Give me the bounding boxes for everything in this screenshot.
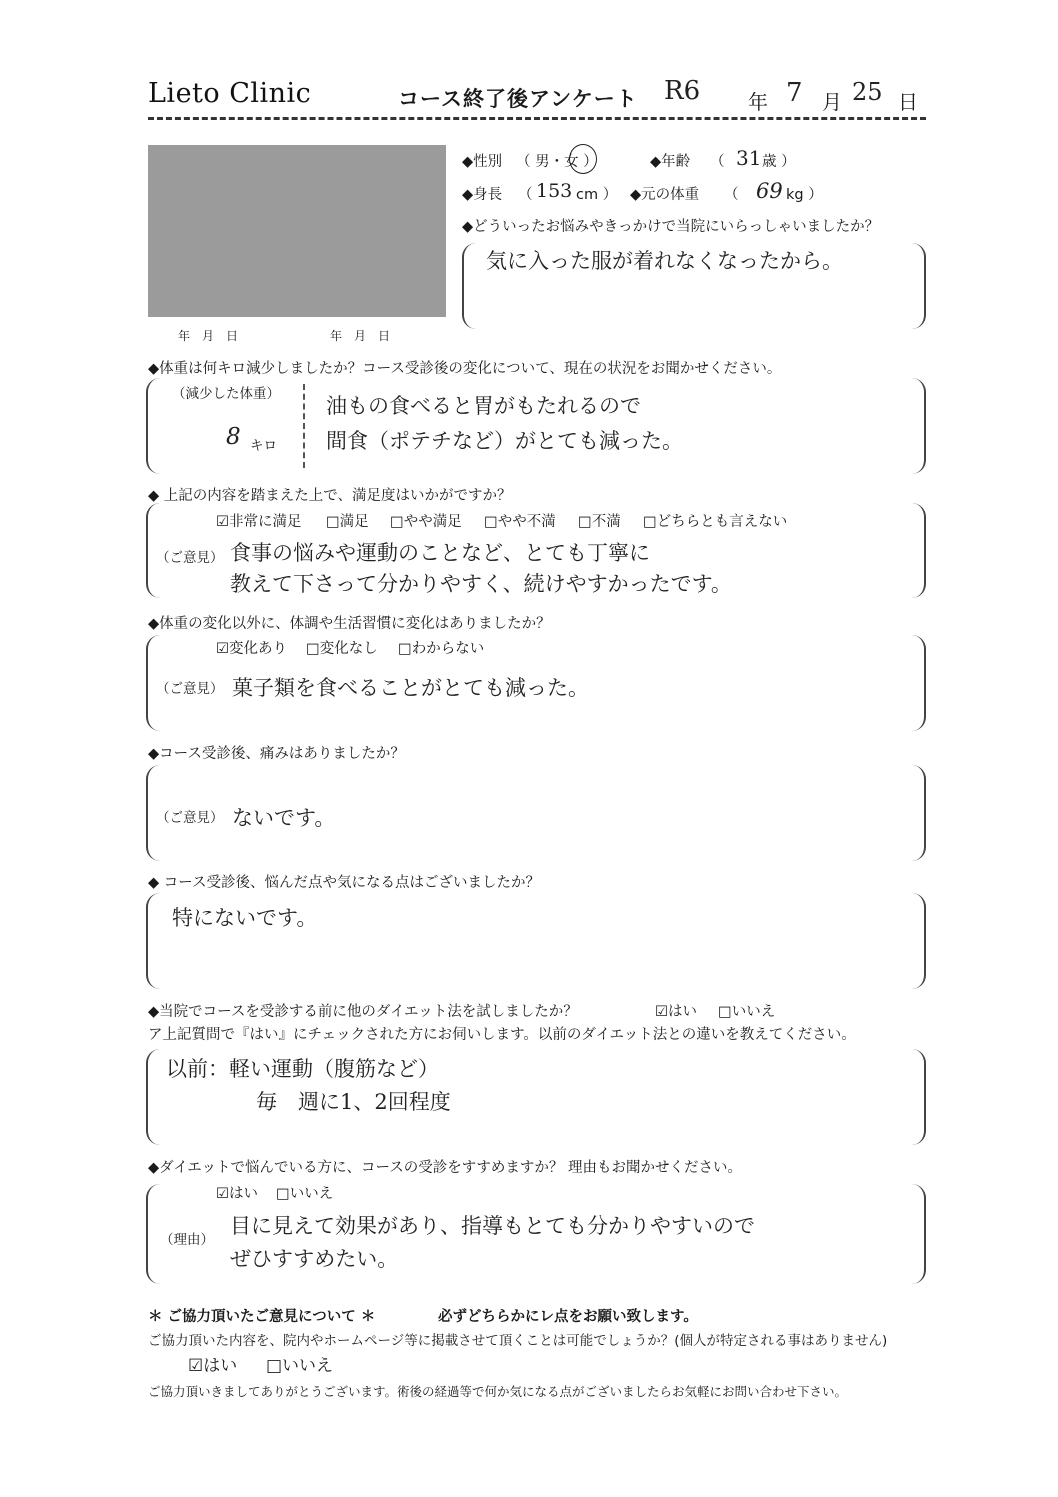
weight-answer-line1: 油もの食べると胃がもたれるので	[326, 394, 641, 418]
age-unit: 歳 ）	[762, 154, 796, 170]
weight-bracket-right	[912, 378, 926, 474]
clinic-logo: Lieto Clinic	[148, 78, 312, 109]
gender-options: （ 男・女 ）	[516, 154, 598, 170]
weight-label: ◆元の体重	[630, 187, 700, 203]
height-value: 153	[536, 180, 573, 202]
footer-thanks: ご協力頂いきましてありがとうございます。術後の経過等で何か気になる点がございましたらお気軽にお問い合わせ下さい。	[148, 1384, 848, 1399]
day-value: 25	[852, 78, 883, 106]
footer-heading-right: 必ずどちらかにレ点をお願い致します。	[438, 1309, 698, 1325]
weight-value: 69	[756, 179, 783, 203]
before-after-photo	[148, 145, 446, 317]
header-divider	[148, 117, 926, 120]
satisfaction-option-somewhat-satisfied[interactable]: □やや満足	[390, 514, 462, 530]
recommend-answer-line2: ぜひすすめたい。	[230, 1247, 399, 1271]
concern-answer: 特にないです。	[172, 906, 318, 930]
reason-answer: 気に入った服が着れなくなったから。	[486, 249, 843, 273]
diet-option-yes[interactable]: ☑はい	[655, 1004, 697, 1020]
concern-bracket-right	[912, 893, 926, 989]
concern-question: ◆ コース受診後、悩んだ点や気になる点はございましたか？	[148, 875, 541, 891]
condition-option-changed[interactable]: ☑変化あり	[216, 641, 287, 657]
satisfaction-answer-line2: 教えて下さって分かりやすく、続けやすかったです。	[230, 572, 732, 596]
satisfaction-option-neutral[interactable]: □どちらとも言えない	[643, 514, 788, 530]
weight-answer-line2: 間食（ポテチなど）がとても減った。	[326, 429, 683, 453]
weight-loss-value: 8	[226, 424, 241, 450]
weight-loss-unit: キロ	[250, 438, 277, 454]
gender-circle-mark	[569, 144, 597, 174]
condition-opinion-label: （ご意見）	[156, 681, 224, 697]
satisfaction-bracket-right	[912, 503, 926, 598]
weight-unit: kg ）	[786, 187, 823, 203]
diet-bracket-right	[912, 1049, 926, 1145]
recommend-bracket-right	[912, 1184, 926, 1284]
pain-question: ◆コース受診後、痛みはありましたか？	[148, 746, 405, 762]
satisfaction-question: ◆ 上記の内容を踏まえた上で、満足度はいかがですか？	[148, 488, 512, 504]
recommend-bracket-left	[146, 1184, 160, 1284]
height-label: ◆身長	[462, 187, 503, 203]
satisfaction-option-satisfied[interactable]: □満足	[326, 514, 369, 530]
condition-question: ◆体重の変化以外に、体調や生活習慣に変化はありましたか？	[148, 616, 551, 632]
condition-answer: 菓子類を食べることがとても減った。	[232, 676, 589, 700]
weight-divider	[303, 384, 305, 468]
concern-bracket-left	[146, 893, 160, 989]
satisfaction-option-somewhat-unsatisfied[interactable]: □やや不満	[484, 514, 556, 530]
recommend-reason-label: （理由）	[160, 1232, 214, 1248]
reason-bracket-left	[462, 243, 476, 329]
month-value: 7	[786, 78, 803, 108]
year-unit: 年	[748, 90, 768, 114]
age-value: 31	[736, 146, 762, 170]
age-label: ◆年齢	[650, 154, 691, 170]
height-unit: cm ）	[576, 187, 618, 203]
age-open: （	[710, 154, 725, 170]
diet-option-no[interactable]: □いいえ	[718, 1004, 776, 1020]
consent-option-no[interactable]: □いいえ	[266, 1356, 334, 1376]
photo-date-before: 年 月 日	[178, 329, 239, 343]
diet-answer-line1: 以前：軽い運動（腹筋など）	[166, 1057, 439, 1081]
photo-date-after: 年 月 日	[330, 329, 391, 343]
weight-open: （	[724, 187, 739, 203]
weight-bracket-left	[146, 378, 160, 474]
diet-question: ◆当院でコースを受診する前に他のダイエット法を試しましたか？	[148, 1004, 578, 1020]
recommend-option-yes[interactable]: ☑はい	[216, 1186, 258, 1202]
reason-question: ◆どういったお悩みやきっかけで当院にいらっしゃいましたか？	[462, 219, 880, 235]
diet-bracket-left	[146, 1049, 160, 1145]
weight-loss-label: （減少した体重）	[172, 386, 280, 402]
consent-question: ご協力頂いた内容を、院内やホームページ等に掲載させて頂くことは可能でしょうか？(個人が特定される事はありません)	[148, 1333, 888, 1349]
year-value: R6	[664, 76, 701, 106]
pain-answer: ないです。	[232, 806, 336, 830]
satisfaction-option-very-satisfied[interactable]: ☑非常に満足	[216, 514, 302, 530]
form-title: コース終了後アンケート	[398, 87, 638, 111]
diet-answer-line2: 毎 週に1、2回程度	[256, 1090, 451, 1114]
recommend-answer-line1: 目に見えて効果があり、指導もとても分かりやすいので	[230, 1214, 755, 1238]
diet-sub-question: ア上記質問で『はい』にチェックされた方にお伺いします。以前のダイエット法との違いを教えてください。	[148, 1027, 856, 1043]
weight-question: ◆体重は何キロ減少しましたか？コース受診後の変化について、現在の状況をお聞かせください。	[148, 361, 782, 377]
pain-opinion-label: （ご意見）	[156, 810, 224, 826]
reason-bracket-right	[912, 243, 926, 329]
satisfaction-option-unsatisfied[interactable]: □不満	[578, 514, 621, 530]
consent-option-yes[interactable]: ☑はい	[188, 1356, 238, 1376]
condition-option-unchanged[interactable]: □変化なし	[306, 641, 378, 657]
footer-heading-left: ＊ ご協力頂いたご意見について ＊	[148, 1309, 376, 1325]
condition-option-unknown[interactable]: □わからない	[398, 641, 485, 657]
satisfaction-answer-line1: 食事の悩みや運動のことなど、とても丁寧に	[230, 541, 650, 565]
recommend-question: ◆ダイエットで悩んでいる方に、コースの受診をすすめますか？ 理由もお聞かせください。	[148, 1160, 743, 1176]
pain-bracket-right	[912, 765, 926, 861]
recommend-option-no[interactable]: □いいえ	[276, 1186, 334, 1202]
day-unit: 日	[898, 90, 918, 114]
month-unit: 月	[822, 90, 842, 114]
satisfaction-opinion-label: （ご意見）	[156, 550, 224, 566]
condition-bracket-right	[912, 635, 926, 731]
gender-label: ◆性別	[462, 154, 503, 170]
height-open: （	[518, 187, 533, 203]
